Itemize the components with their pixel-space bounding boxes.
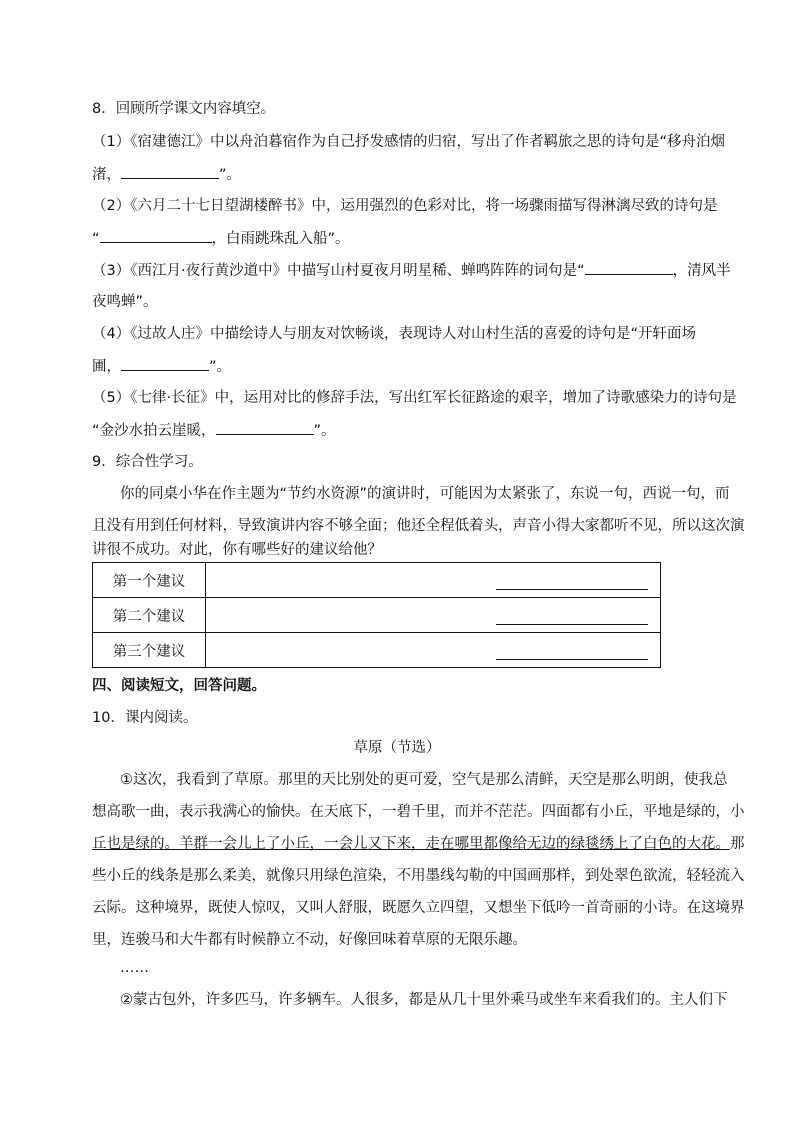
q8-item1-line1: （1）《宿建德江》中以舟泊暮宿作为自己抒发感情的归宿，写出了作者羁旅之思的诗句是“移舟泊烟	[92, 134, 725, 150]
passage-p1-line5: 云际。这种境界，既使人惊叹，又叫人舒服，既愿久立四望，又想坐下低吟一首奇丽的小诗。在这境界	[92, 900, 745, 916]
q8-item1-suffix: ”。	[219, 167, 242, 183]
suggestion-label-3: 第三个建议	[93, 633, 206, 668]
q9-paragraph-line3: 讲很不成功。对此，你有哪些好的建议给他？	[92, 542, 382, 558]
passage-ellipsis: ……	[120, 960, 149, 976]
suggestion-answer-line-1[interactable]	[496, 589, 648, 590]
q8-item2-blank[interactable]	[100, 228, 212, 243]
suggestion-table	[92, 562, 661, 668]
q8-item4-line1: （4）《过故人庄》中描绘诗人与朋友对饮畅谈，表现诗人对山村生活的喜爱的诗句是“开轩面场	[92, 326, 696, 342]
q8-item3-blank[interactable]	[585, 260, 673, 275]
q8-item5-line2	[92, 420, 336, 441]
q8-item4-line2	[92, 356, 231, 377]
q8-item3-line1	[92, 260, 731, 281]
q8-item4-prefix: 圃，	[92, 359, 121, 375]
q8-item5-suffix: ”。	[313, 423, 336, 439]
passage-title: 草原（节选）	[353, 740, 441, 756]
passage-p1-line6: 里，连骏马和大牛都有时候静立不动，好像回味着草原的无限乐趣。	[92, 932, 527, 948]
table-row	[93, 563, 661, 598]
q8-item5-blank[interactable]	[216, 420, 314, 435]
q8-item5-line1: （5）《七律·长征》中，运用对比的修辞手法，写出红军长征路途的艰辛，增加了诗歌感染力的诗句是	[92, 390, 737, 406]
suggestion-answer-line-3[interactable]	[496, 659, 648, 660]
table-row	[93, 633, 661, 668]
q8-item4-suffix: ”。	[209, 359, 232, 375]
q8-title: 8．回顾所学课文内容填空。	[92, 101, 276, 117]
q10-title: 10．课内阅读。	[92, 710, 198, 726]
q8-item1-line2	[92, 164, 241, 185]
q8-item2-prefix: “	[92, 231, 100, 247]
q8-item2-line1: （2）《六月二十七日望湖楼醉书》中，运用强烈的色彩对比，将一场骤雨描写得淋漓尽致的诗句是	[92, 198, 718, 214]
passage-p2-line1: ②蒙古包外，许多匹马，许多辆车。人很多，都是从几十里外乘马或坐车来看我们的。主人们下	[120, 992, 728, 1008]
q9-paragraph-line1: 你的同桌小华在作主题为“节约水资源”的演讲时，可能因为太紧张了，东说一句，西说一句，而	[120, 486, 730, 502]
q9-paragraph-line2: 且没有用到任何材料，导致演讲内容不够全面；他还全程低着头，声音小得大家都听不见，所以这次演	[92, 518, 745, 534]
section-heading: 四、阅读短文，回答问题。	[92, 678, 266, 694]
suggestion-answer-cell-2[interactable]	[206, 598, 661, 633]
suggestion-answer-cell-3[interactable]	[206, 633, 661, 668]
q8-item3-prefix: （3）《西江月·夜行黄沙道中》中描写山村夏夜月明星稀、蝉鸣阵阵的词句是“	[92, 263, 585, 279]
suggestion-label-2: 第二个建议	[93, 598, 206, 633]
q8-item2-line2	[92, 228, 350, 249]
q8-item5-prefix: “金沙水拍云崖暖，	[92, 423, 216, 439]
q8-item3-suffix: ，清风半	[672, 263, 731, 279]
table-row	[93, 598, 661, 633]
passage-p1-line3	[92, 834, 745, 854]
q8-item3-line2: 夜鸣蝉”。	[92, 294, 158, 310]
suggestion-answer-line-2[interactable]	[496, 624, 648, 625]
passage-p1-line2: 想高歌一曲，表示我满心的愉快。在天底下，一碧千里，而并不茫茫。四面都有小丘，平地是绿的，小	[92, 804, 745, 820]
passage-p1-line3-tail: 那	[730, 836, 745, 852]
passage-underlined-sentence: 丘也是绿的。羊群一会儿上了小丘，一会儿又下来，走在哪里都像给无边的绿毯绣上了白色的大花。	[92, 836, 730, 852]
passage-p1-line4: 些小丘的线条是那么柔美，就像只用绿色渲染，不用墨线勾勒的中国画那样，到处翠色欲流，轻轻流入	[92, 868, 745, 884]
q8-item1-prefix: 渚，	[92, 167, 121, 183]
suggestion-answer-cell-1[interactable]	[206, 563, 661, 598]
passage-p1-line1: ①这次，我看到了草原。那里的天比别处的更可爱，空气是那么清鲜，天空是那么明朗，使我总	[120, 772, 728, 788]
q9-title: 9．综合性学习。	[92, 454, 203, 470]
q8-item4-blank[interactable]	[121, 356, 209, 371]
q8-item1-blank[interactable]	[121, 164, 219, 179]
q8-item2-suffix: ，白雨跳珠乱入船”。	[211, 231, 350, 247]
suggestion-label-1: 第一个建议	[93, 563, 206, 598]
